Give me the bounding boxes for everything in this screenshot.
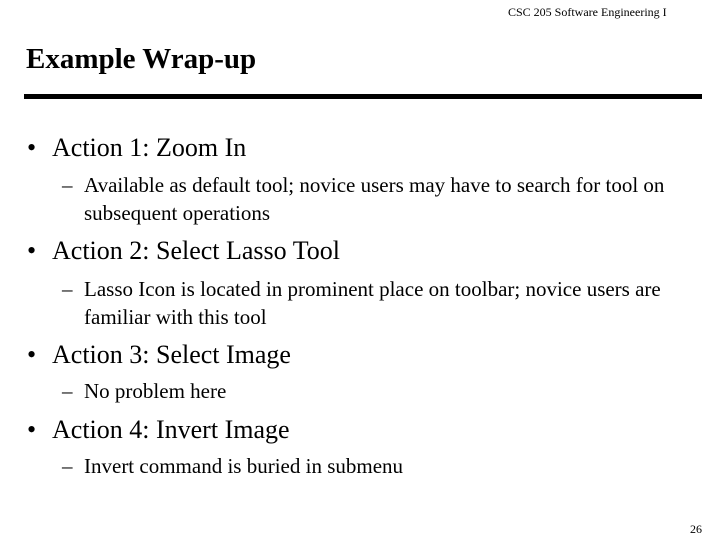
dash-icon: – [62, 277, 73, 301]
title-divider [24, 94, 702, 99]
bullet-icon: • [27, 133, 37, 162]
action-2-detail: Lasso Icon is located in prominent place on toolbar; novice users are familiar with this tool [84, 277, 661, 329]
action-4-detail: Invert command is buried in submenu [84, 454, 404, 478]
action-1-detail: Available as default tool; novice users may have to search for tool on subsequent operations [84, 173, 665, 225]
action-4-label: Action 4: Invert Image [52, 415, 290, 444]
action-3-detail: No problem here [84, 379, 227, 403]
page-number: 26 [690, 522, 702, 536]
bullet-item-action-1 [27, 133, 246, 163]
action-1-label: Action 1: Zoom In [52, 133, 247, 162]
dash-icon: – [62, 454, 73, 478]
action-2-label: Action 2: Select Lasso Tool [52, 236, 340, 265]
bullet-icon: • [27, 340, 37, 369]
bullet-item-action-2 [27, 236, 340, 266]
sub-bullet-action-2 [62, 275, 702, 331]
sub-bullet-action-1 [62, 171, 702, 227]
bullet-icon: • [27, 415, 37, 444]
sub-bullet-action-4 [62, 452, 702, 480]
bullet-icon: • [27, 236, 37, 265]
bullet-item-action-4 [27, 415, 290, 445]
dash-icon: – [62, 379, 73, 403]
sub-bullet-action-3 [62, 377, 702, 405]
bullet-item-action-3 [27, 340, 291, 370]
course-header: CSC 205 Software Engineering I [508, 5, 667, 19]
action-3-label: Action 3: Select Image [52, 340, 291, 369]
slide-title: Example Wrap-up [26, 43, 257, 75]
dash-icon: – [62, 173, 73, 197]
